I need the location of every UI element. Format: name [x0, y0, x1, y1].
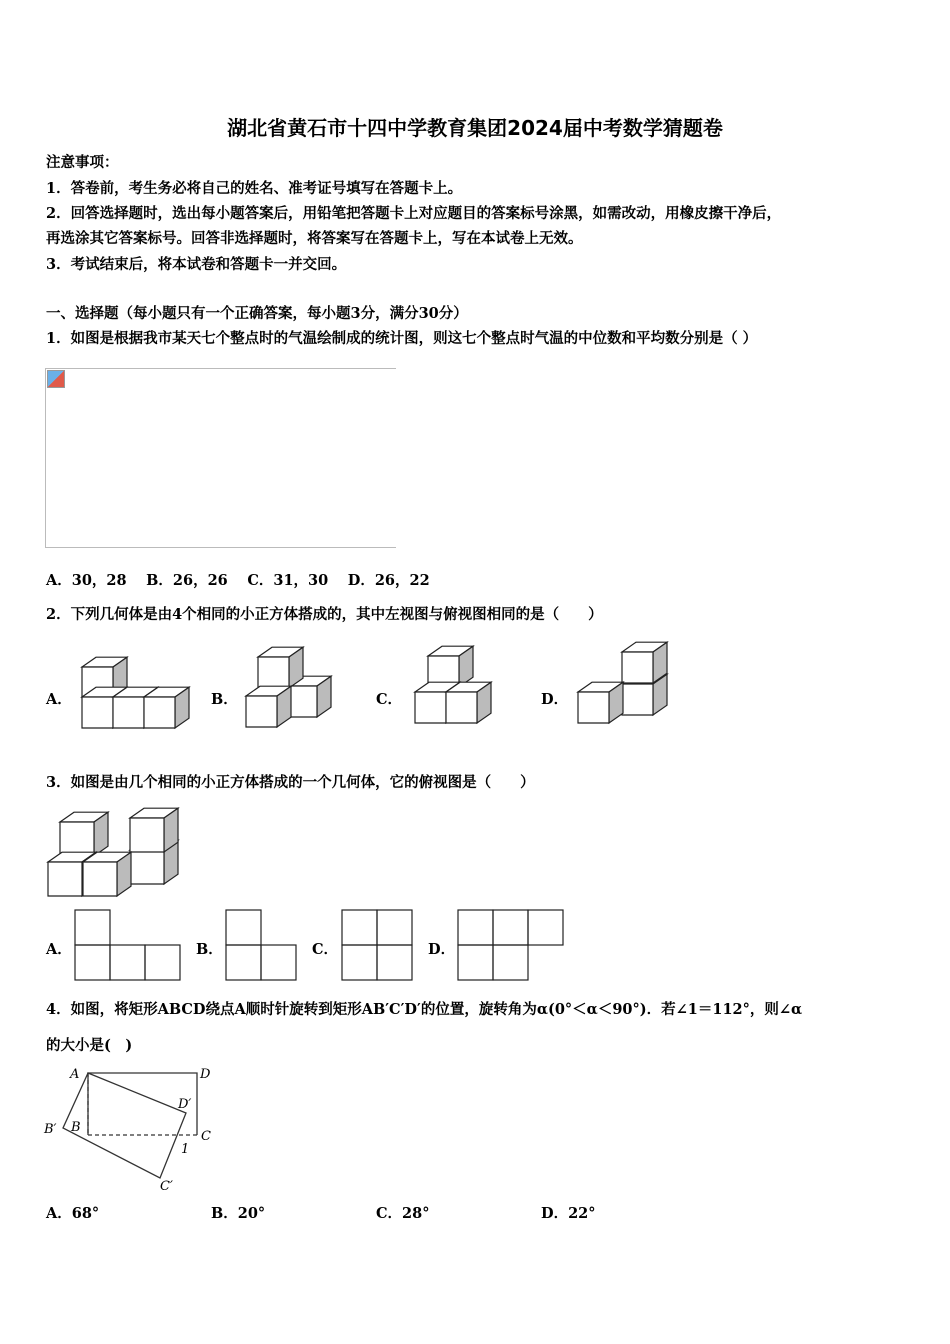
cube-face	[83, 862, 117, 896]
cube-face	[60, 822, 94, 856]
label-d: D	[200, 1067, 211, 1082]
notice-heading: 注意事项：	[46, 154, 119, 171]
q2-option-c: C．	[376, 691, 403, 708]
q3-option-c: C．	[312, 941, 339, 958]
grid-cell	[261, 945, 296, 980]
q2-figure-d	[578, 642, 667, 723]
grid-cell	[493, 910, 528, 945]
q2-figure-a	[82, 657, 189, 728]
q3-option-grids	[75, 910, 563, 980]
q4-rectangle-figure	[43, 1067, 211, 1194]
question-3-stem: 3．如图是由几个相同的小正方体搭成的一个几何体，它的俯视图是（ ）	[46, 774, 535, 791]
q4-option-b: B．20°	[211, 1205, 266, 1222]
q4-option-d: D．22°	[541, 1205, 596, 1222]
cube-face	[578, 692, 609, 723]
label-b: B	[71, 1120, 81, 1135]
q2-figure-c	[415, 646, 491, 723]
grid-cell	[342, 945, 377, 980]
q2-option-b: B．	[211, 691, 238, 708]
q2-option-d: D．	[541, 691, 569, 708]
cube-face	[113, 697, 144, 728]
q3-solid-figure	[48, 808, 178, 896]
q4-option-a: A．68°	[46, 1205, 100, 1222]
question-4-stem: 4．如图，将矩形ABCD绕点A顺时针旋转到矩形AB′C′D′的位置，旋转角为α(0°＜α＜90°)．若∠1＝112°，则∠α	[46, 1001, 803, 1018]
q3-option-b: B．	[196, 941, 223, 958]
question-1-stem: 1．如图是根据我市某天七个整点时的气温绘制成的统计图，则这七个整点时气温的中位数和平均数分别是（ ）	[46, 330, 758, 347]
q3-option-a: A．	[46, 941, 72, 958]
cube-face	[48, 862, 82, 896]
label-b-prime: B′	[44, 1122, 57, 1137]
page-title: 湖北省黄石市十四中学教育集团2024届中考数学猜题卷	[227, 116, 723, 140]
grid-cell	[377, 910, 412, 945]
label-c-prime: C′	[160, 1179, 173, 1194]
notice-item: 3．考试结束后，将本试卷和答题卡一并交回。	[46, 256, 347, 273]
q4-option-c: C．28°	[376, 1205, 430, 1222]
question-2-stem: 2．下列几何体是由4个相同的小正方体搭成的，其中左视图与俯视图相同的是（ ）	[46, 606, 603, 623]
grid-cell	[342, 910, 377, 945]
q2-option-a: A．	[46, 691, 72, 708]
notice-item: 再选涂其它答案标号。回答非选择题时，将答案写在答题卡上，写在本试卷上无效。	[46, 230, 583, 247]
question-4-stem-cont: 的大小是( )	[46, 1037, 133, 1054]
grid-cell	[145, 945, 180, 980]
label-d-prime: D′	[178, 1097, 192, 1112]
cube-face	[258, 657, 289, 688]
q2-figure-b	[246, 647, 331, 727]
grid-cell	[528, 910, 563, 945]
cube-face	[622, 652, 653, 683]
grid-cell	[75, 910, 110, 945]
rect-ab1c1d1	[63, 1073, 186, 1178]
grid-cell	[458, 910, 493, 945]
cube-face	[130, 850, 164, 884]
cube-face	[82, 697, 113, 728]
cube-face	[622, 684, 653, 715]
section-heading: 一、选择题（每小题只有一个正确答案，每小题3分，满分30分）	[46, 305, 468, 322]
grid-cell	[493, 945, 528, 980]
grid-cell	[226, 910, 261, 945]
q3-option-d: D．	[428, 941, 456, 958]
label-a: A	[70, 1067, 80, 1082]
cube-face	[130, 818, 164, 852]
label-angle-1: 1	[181, 1142, 190, 1157]
grid-cell	[226, 945, 261, 980]
notice-item: 1．答卷前，考生务必将自己的姓名、准考证号填写在答题卡上。	[46, 180, 463, 197]
cube-face	[446, 692, 477, 723]
grid-cell	[458, 945, 493, 980]
notice-item: 2．回答选择题时，选出每小题答案后，用铅笔把答题卡上对应题目的答案标号涂黑，如需改动，用橡皮擦干净后，	[46, 205, 782, 222]
cube-face	[415, 692, 446, 723]
grid-cell	[110, 945, 145, 980]
label-c: C	[201, 1129, 211, 1144]
cube-face	[144, 697, 175, 728]
grid-cell	[377, 945, 412, 980]
cube-face	[246, 696, 277, 727]
question-1-options: A．30，28 B．26，26 C．31，30 D．26，22	[46, 572, 430, 589]
grid-cell	[75, 945, 110, 980]
